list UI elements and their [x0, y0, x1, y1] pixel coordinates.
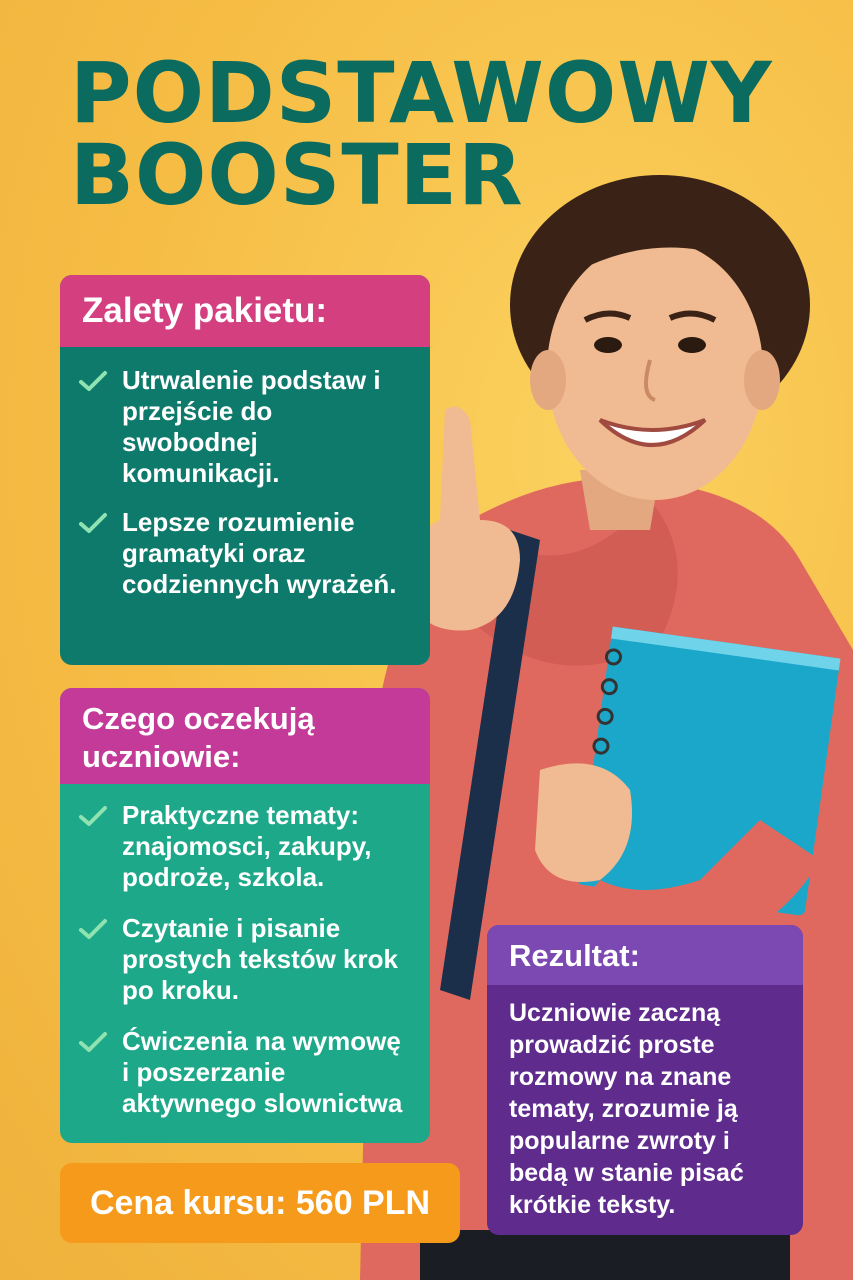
check-icon [78, 365, 108, 397]
benefits-list [60, 347, 430, 600]
expectations-list [60, 784, 430, 1119]
expectations-card [60, 688, 430, 1143]
benefits-heading: Zalety pakietu: [60, 275, 430, 347]
benefits-card [60, 275, 430, 665]
check-icon [78, 913, 108, 945]
title-line-1: PODSTAWOWY [70, 44, 773, 142]
price-badge: Cena kursu: 560 PLN [60, 1163, 460, 1243]
expectations-heading: Czego oczekują uczniowie: [60, 688, 430, 784]
list-item [78, 507, 412, 600]
benefit-text: Lepsze rozumienie gramatyki oraz codziennych wyrażeń. [122, 507, 397, 599]
check-icon [78, 800, 108, 832]
list-item [78, 365, 412, 489]
check-icon [78, 507, 108, 539]
result-card [487, 925, 803, 1235]
list-item [78, 800, 412, 893]
expectation-text: Praktyczne tematy: znajomosci, zakupy, podroże, szkola. [122, 800, 372, 892]
list-item [78, 913, 412, 1006]
benefit-text: Utrwalenie podstaw i przejście do swobodnej komunikacji. [122, 365, 381, 488]
page-title [70, 44, 773, 224]
title-line-2: BOOSTER [70, 126, 524, 224]
check-icon [78, 1026, 108, 1058]
expectation-text: Czytanie i pisanie prostych tekstów krok po kroku. [122, 913, 398, 1005]
result-heading: Rezultat: [487, 925, 803, 985]
expectation-text: Ćwiczenia na wymowę i poszerzanie aktywnego slownictwa [122, 1026, 403, 1118]
list-item [78, 1026, 412, 1119]
result-text: Uczniowie zaczną prowadzić proste rozmowy na znane tematy, zrozumie ją popularne zwroty i bedą w stanie pisać krótkie teksty. [509, 999, 744, 1219]
